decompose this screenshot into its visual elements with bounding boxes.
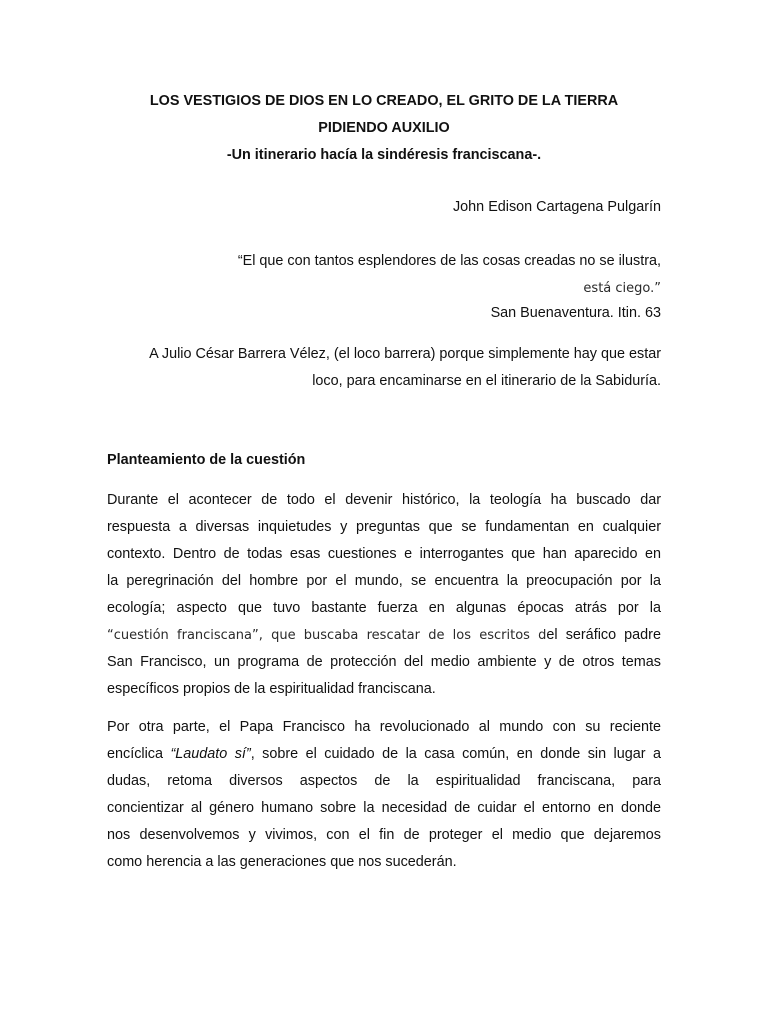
paragraph-line: nos desenvolvemos y vivimos, con el fin de proteger el medio que dejaremos [107,827,661,843]
paragraph-line-segment: “cuestión franciscana”, que buscaba rescatar de los escritos d [107,628,547,643]
epigraph-line-2: está ciego.” [583,281,661,296]
paragraph-line: ecología; aspecto que tuvo bastante fuerza en algunas épocas atrás por la [107,600,661,616]
paragraph-line-segment: , sobre el cuidado de la casa común, en donde sin lugar a [250,746,661,762]
paragraph-line: Por otra parte, el Papa Francisco ha revolucionado al mundo con su reciente [107,719,661,735]
document-title-line-2: PIDIENDO AUXILIO [318,120,450,136]
section-heading: Planteamiento de la cuestión [107,452,306,468]
paragraph-line: la peregrinación del hombre por el mundo, se encuentra la preocupación por la [107,573,661,589]
paragraph-2 [107,714,661,876]
paragraph-line-segment: encíclica [107,746,171,762]
paragraph-line: como herencia a las generaciones que nos sucederán. [107,854,457,870]
epigraph-source: San Buenaventura. Itin. 63 [490,305,661,321]
encyclical-title: “Laudato sí” [170,746,251,762]
paragraph-line: San Francisco, un programa de protección del medio ambiente y de otros temas [107,654,661,670]
document-subtitle: -Un itinerario hacía la sindéresis franciscana-. [226,147,542,163]
paragraph-line: respuesta a diversas inquietudes y preguntas que se fundamentan en cualquier [107,519,661,535]
document-title-line-1: LOS VESTIGIOS DE DIOS EN LO CREADO, EL GRITO DE LA TIERRA [149,93,619,109]
paragraph-line-segment: el seráfico padre [546,627,661,643]
paragraph-line: contexto. Dentro de todas esas cuestiones e interrogantes que han aparecido en [107,546,661,562]
paragraph-line [107,622,661,649]
author-name: John Edison Cartagena Pulgarín [452,199,661,215]
dedication: A Julio César Barrera Vélez, (el loco barrera) porque simplemente hay que estar loco, para encaminarse en el itinerario de la Sabiduría. [149,346,661,389]
paragraph-line [107,741,661,768]
paragraph-1 [107,487,661,703]
epigraph-line-1: “El que con tantos esplendores de las cosas creadas no se ilustra, [237,253,661,269]
paragraph-line: dudas, retoma diversos aspectos de la espiritualidad franciscana, para [107,773,661,789]
paragraph-line: específicos propios de la espiritualidad franciscana. [107,681,436,697]
paragraph-line: concientizar al género humano sobre la necesidad de cuidar el entorno en donde [107,800,661,816]
paragraph-line: Durante el acontecer de todo el devenir histórico, la teología ha buscado dar [107,492,661,508]
